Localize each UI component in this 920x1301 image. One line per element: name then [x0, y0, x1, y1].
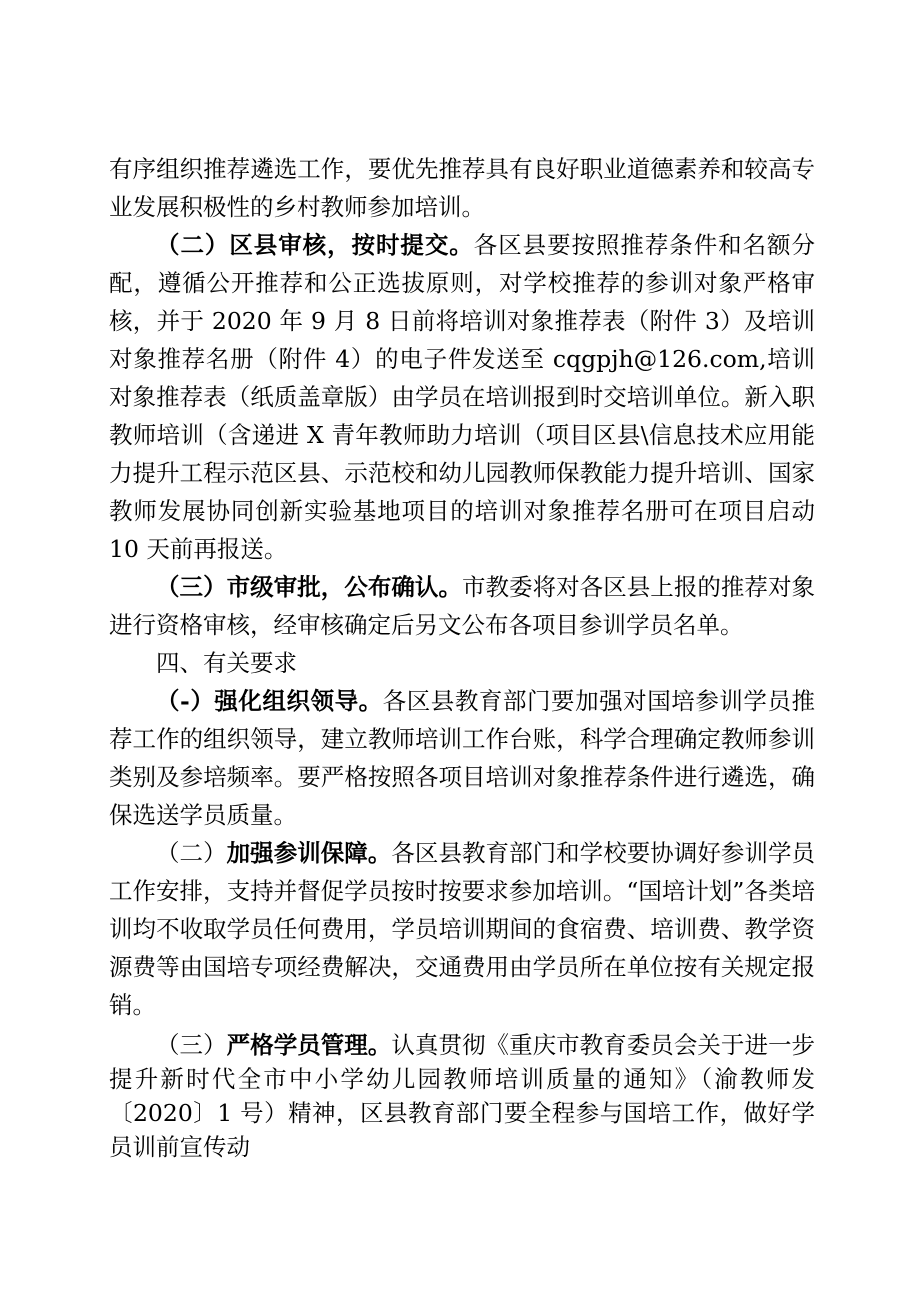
- paragraph-lead: 加强参训保障。: [226, 839, 392, 867]
- paragraph-training-support: [109, 834, 815, 1024]
- paragraph-lead: 严格学员管理。: [226, 1031, 392, 1059]
- paragraph-text: 各区县教育部门要加强对国培参训学员推荐工作的组织领导，建立教师培训工作台账，科学合理确定教师参训类别及参培频率。要严格按照各项目培训对象推荐条件进行遴选，确保选送学员质量。: [109, 687, 815, 829]
- paragraph-text: 认真贯彻《重庆市教育委员会关于进一步提升新时代全市中小学幼儿园教师培训质量的通知》（渝教师发〔2020〕1 号）精神，区县教育部门要全程参与国培工作，做好学员训前宣传动: [109, 1031, 816, 1161]
- document-page: [109, 150, 815, 1164]
- paragraph-trainee-management: [109, 1028, 815, 1164]
- paragraph-lead: （-）强化组织领导。: [156, 687, 383, 715]
- paragraph-text: 市教委将对各区县上报的推荐对象进行资格审核，经审核确定后另文公布各项目参训学员名单。: [109, 573, 816, 639]
- paragraph-city-approval: [109, 568, 815, 644]
- paragraph-leadership: [109, 682, 815, 834]
- paragraph-text: 各区县要按照推荐条件和名额分配，遵循公开推荐和公正选拔原则，对学校推荐的参训对象严格审核，并于 2020 年 9 月 8 日前将培训对象推荐表（附件 3）及培训对象推荐名册（附件 4）的电子件发送至 cqgpjh@126.com,培训对象推荐表（纸质盖章版）由学员在培训报到时交培训单位。新入职教师培训（含递进 X 青年教师助力培训（项目区县\信息技术应用能力提升工程示范区县、示范校和幼儿园教师保教能力提升培训、国家教师发展协同创新实验基地项目的培训对象推荐名册可在项目启动 10 天前再报送。: [109, 231, 815, 563]
- paragraph-continuation: [109, 150, 815, 226]
- section-heading-requirements: [109, 644, 815, 682]
- paragraph-district-review: [109, 226, 815, 568]
- paragraph-text: 各区县教育部门和学校要协调好参训学员工作安排，支持并督促学员按时按要求参加培训。“国培计划”各类培训均不收取学员任何费用，学员培训期间的食宿费、培训费、教学资源费等由国培专项经费解决，交通费用由学员所在单位按有关规定报销。: [109, 839, 816, 1019]
- paragraph-lead: （二）区县审核，按时提交。: [156, 231, 474, 259]
- section-heading-text: 四、有关要求: [156, 649, 297, 677]
- paragraph-lead-number: （三）: [156, 1031, 227, 1059]
- paragraph-lead: （三）市级审批，公布确认。: [156, 573, 462, 601]
- paragraph-text: 有序组织推荐遴选工作，要优先推荐具有良好职业道德素养和较高专业发展积极性的乡村教师参加培训。: [109, 155, 815, 221]
- paragraph-lead-number: （二）: [156, 839, 227, 867]
